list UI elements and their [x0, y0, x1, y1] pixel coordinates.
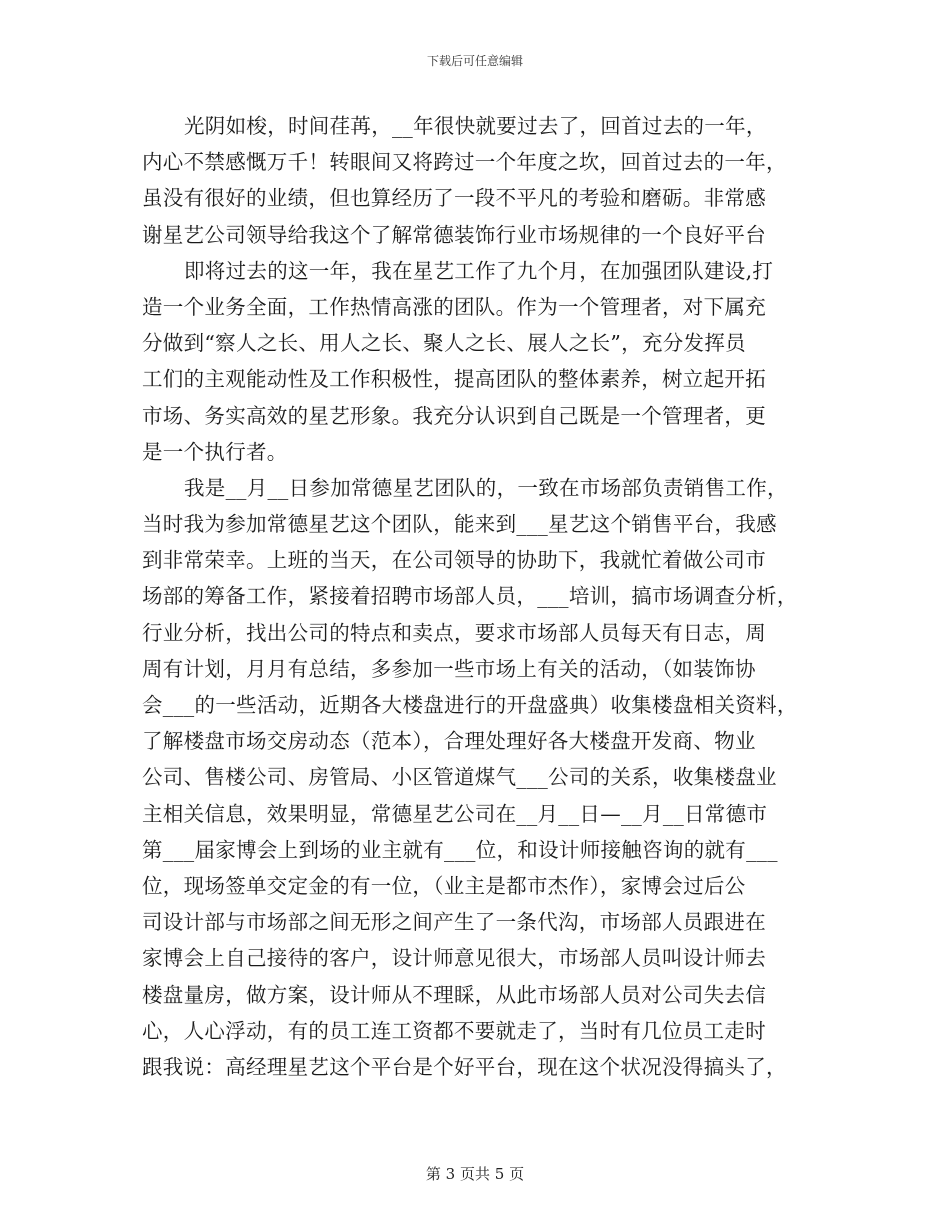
- text-line: 谢星艺公司领导给我这个了解常德装饰行业市场规律的一个良好平台: [142, 222, 766, 247]
- text-line: 是一个执行者。: [142, 439, 288, 464]
- text-line: 第___届家博会上到场的业主就有___位，和设计师接触咨询的就有___: [142, 837, 778, 862]
- text-line: 司设计部与市场部之间无形之间产生了一条代沟，市场部人员跟进在: [142, 910, 766, 935]
- document-body: [142, 108, 804, 1085]
- text-line: 行业分析，找出公司的特点和卖点，要求市场部人员每天有日志，周: [142, 620, 766, 645]
- text-line: 楼盘量房，做方案，设计师从不理睬，从此市场部人员对公司失去信: [142, 982, 766, 1007]
- page-number-footer: 第 3 页共 5 页: [425, 1165, 525, 1183]
- text-line: 工们的主观能动性及工作积极性，提高团队的整体素养，树立起开拓: [142, 367, 766, 392]
- text-line: 心，人心浮动，有的员工连工资都不要就走了，当时有几位员工走时: [142, 1018, 766, 1043]
- text-line: 主相关信息，效果明显，常德星艺公司在__月__日—__月__日常德市: [142, 801, 768, 826]
- text-line: 家博会上自己接待的客户，设计师意见很大，市场部人员叫设计师去: [142, 946, 766, 971]
- text-line: 场部的筹备工作，紧接着招聘市场部人员，___培训，搞市场调查分析，: [142, 584, 798, 609]
- paragraph-first-line: 即将过去的这一年，我在星艺工作了九个月，在加强团队建设,打: [184, 258, 774, 283]
- text-line: 会___的一些活动，近期各大楼盘进行的开盘盛典）收集楼盘相关资料，: [142, 693, 798, 717]
- page-header-note: 下载后可任意编辑: [426, 54, 523, 68]
- text-line: 当时我为参加常德星艺这个团队，能来到___星艺这个销售平台，我感: [142, 512, 777, 537]
- text-line: 虽没有很好的业绩，但也算经历了一段不平凡的考验和磨砺。非常感: [142, 186, 766, 211]
- text-line: 公司、售楼公司、房管局、小区管道煤气___公司的关系，收集楼盘业: [142, 765, 777, 790]
- text-line: 造一个业务全面，工作热情高涨的团队。作为一个管理者，对下属充: [142, 294, 766, 319]
- text-line: 分做到“察人之长、用人之长、聚人之长、展人之长”，充分发挥员: [142, 331, 746, 356]
- text-line: 周有计划，月月有总结，多参加一些市场上有关的活动，（如装饰协: [142, 656, 756, 681]
- paragraph-first-line: 我是__月__日参加常德星艺团队的，一致在市场部负责销售工作，: [184, 475, 788, 500]
- text-line: 了解楼盘市场交房动态（范本），合理处理好各大楼盘开发商、物业: [142, 729, 756, 754]
- text-line: 位，现场签单交定金的有一位，（业主是都市杰作），家博会过后公: [142, 873, 746, 898]
- text-line: 内心不禁感慨万千！转眼间又将跨过一个年度之坎，回首过去的一年，: [142, 150, 787, 175]
- text-line: 到非常荣幸。上班的当天，在公司领导的协助下，我就忙着做公司市: [142, 548, 766, 573]
- text-line: 跟我说：高经理星艺这个平台是个好平台，现在这个状况没得搞头了，: [142, 1054, 787, 1079]
- text-line: 市场、务实高效的星艺形象。我充分认识到自己既是一个管理者，更: [142, 403, 766, 428]
- paragraph-first-line: 光阴如梭，时间荏苒，__年很快就要过去了，回首过去的一年，: [184, 114, 767, 138]
